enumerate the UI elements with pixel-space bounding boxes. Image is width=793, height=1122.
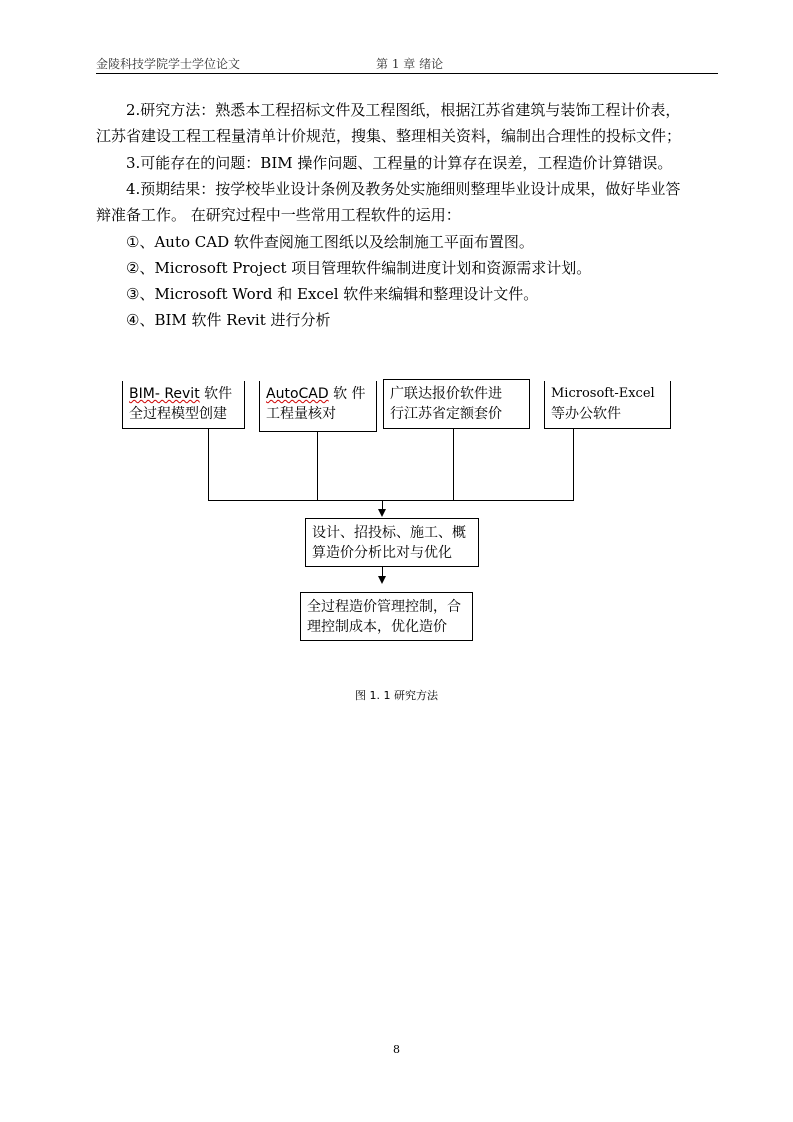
box-text: 理控制成本，优化造价 — [307, 619, 447, 635]
box-text: 广联达报价软件进 — [390, 386, 502, 402]
connector-line — [573, 428, 574, 500]
paragraph-line: 辩准备工作。 在研究过程中一些常用工程软件的运用： — [96, 206, 461, 224]
page-header — [96, 55, 718, 73]
connector-line — [208, 500, 574, 501]
box-glodon — [383, 379, 530, 429]
paragraph-line: 江苏省建设工程工程量清单计价规范，搜集、整理相关资料，编制出合理性的投标文件； — [96, 127, 682, 145]
paragraph-line: 2.研究方法：熟悉本工程招标文件及工程图纸，根据江苏省建筑与装饰工程计价表， — [126, 101, 681, 119]
connector-line — [208, 428, 209, 500]
box-excel — [544, 381, 671, 429]
box-text: AutoCAD — [266, 386, 329, 402]
box-text: 设计、招投标、施工、概 — [312, 525, 466, 541]
list-item: ②、Microsoft Project 项目管理软件编制进度计划和资源需求计划。 — [126, 259, 592, 277]
arrow-down-icon — [378, 576, 386, 584]
box-text: 软 件 — [328, 386, 366, 402]
figure-caption: 图 1. 1 研究方法 — [355, 689, 438, 702]
list-item: ③、Microsoft Word 和 Excel 软件来编辑和整理设计文件。 — [126, 285, 539, 303]
connector-line — [317, 431, 318, 500]
box-design-analysis — [305, 518, 479, 567]
paragraph-research-method — [96, 97, 720, 149]
box-text: 全过程模型创建 — [129, 406, 227, 422]
list-item: ①、Auto CAD 软件查阅施工图纸以及绘制施工平面布置图。 — [126, 233, 534, 251]
header-thesis-title: 金陵科技学院学士学位论文 — [96, 57, 241, 71]
box-text: 全过程造价管理控制，合 — [307, 599, 461, 615]
paragraph-line: 3.可能存在的问题：BIM 操作问题、工程量的计算存在误差，工程造价计算错误。 — [126, 154, 673, 172]
box-cost-control — [300, 592, 473, 641]
box-text: 行江苏省定额套价 — [390, 406, 502, 422]
software-list — [96, 229, 720, 333]
connector-line — [453, 428, 454, 500]
header-chapter: 第 1 章 绪论 — [376, 57, 444, 71]
box-bim-revit — [122, 381, 245, 429]
page-number: 8 — [393, 1043, 400, 1056]
box-text: 软件 — [199, 386, 233, 402]
paragraph-line: 4.预期结果：按学校毕业设计条例及教务处实施细则整理毕业设计成果，做好毕业答 — [126, 180, 681, 198]
paragraph-possible-problems — [96, 150, 720, 176]
box-text: 工程量核对 — [266, 406, 336, 422]
box-autocad — [259, 381, 377, 432]
header-divider — [96, 73, 718, 74]
list-item: ④、BIM 软件 Revit 进行分析 — [126, 311, 331, 329]
box-text: Microsoft-Excel — [551, 386, 655, 401]
paragraph-expected-results — [96, 176, 720, 228]
box-text: 算造价分析比对与优化 — [312, 545, 452, 561]
box-text: 等办公软件 — [551, 406, 621, 422]
arrow-down-icon — [378, 509, 386, 517]
box-text: BIM- Revit — [129, 386, 200, 402]
